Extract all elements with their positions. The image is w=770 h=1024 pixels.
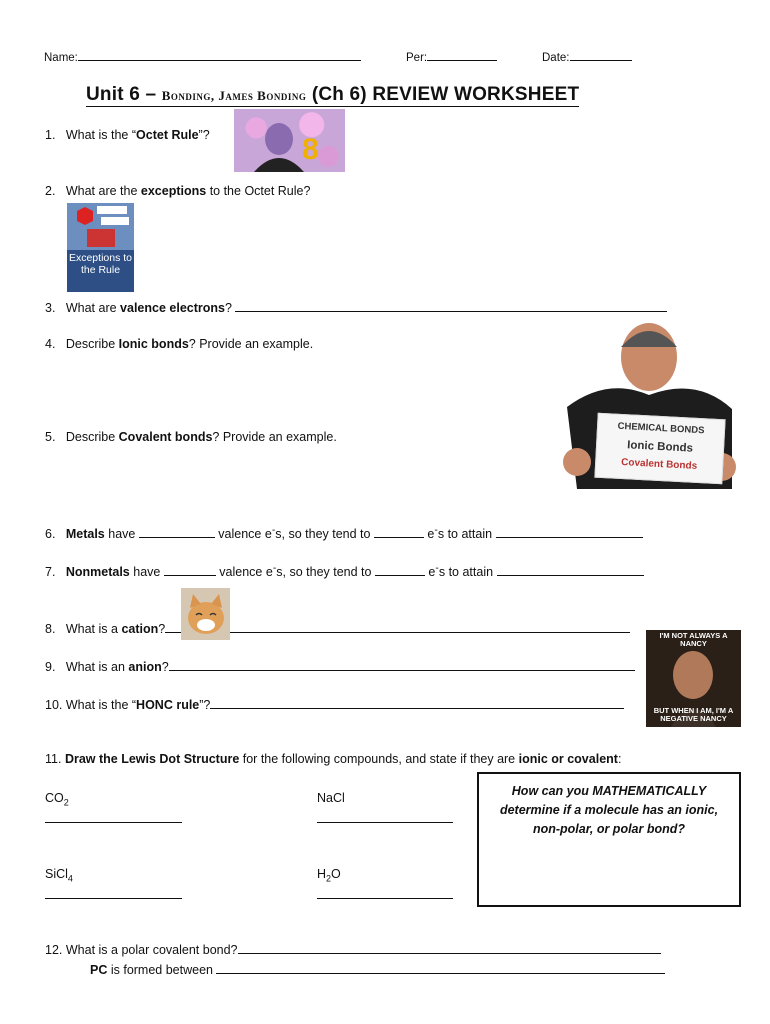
question-keyword: HONC rule xyxy=(136,698,200,712)
question-text: for the following compounds, and state if they are xyxy=(239,752,519,766)
question-keyword: Octet Rule xyxy=(136,128,199,142)
compound-label: H xyxy=(317,867,327,881)
question-text: s, so they tend to xyxy=(275,527,374,542)
question-text: ? xyxy=(158,622,166,636)
question-number: 5. xyxy=(45,430,56,444)
question-keyword: Metals xyxy=(65,527,105,542)
exceptions-image xyxy=(67,203,134,292)
question-number: 6. xyxy=(45,527,56,542)
question-keyword: ionic or covalent xyxy=(518,752,618,766)
question-keyword: PC xyxy=(90,963,108,977)
question-number: 4. xyxy=(45,337,56,351)
question-text: is formed between xyxy=(107,963,217,977)
question-keyword: Ionic bonds xyxy=(118,337,189,351)
question-12 xyxy=(45,941,661,957)
question-1 xyxy=(45,128,210,142)
question-text: have xyxy=(129,565,164,580)
question-text: s to attain xyxy=(437,527,496,542)
cat-icon xyxy=(181,588,230,640)
answer-blank[interactable] xyxy=(210,696,624,709)
question-text: valence e xyxy=(214,527,272,542)
question-text: ? Provide an example. xyxy=(188,337,314,351)
question-keyword: Nonmetals xyxy=(65,565,130,580)
count-muppet-icon xyxy=(234,109,345,172)
question-number: 3. xyxy=(45,301,56,315)
question-11 xyxy=(45,752,621,766)
question-text: What is a xyxy=(65,622,122,636)
polarity-question-box xyxy=(477,772,741,907)
answer-blank[interactable] xyxy=(169,658,635,671)
exceptions-caption: Exceptions to the Rule xyxy=(67,250,134,292)
date-label: Date: xyxy=(542,52,570,64)
answer-blank-nacl[interactable] xyxy=(317,810,453,826)
question-text: Describe xyxy=(65,337,119,351)
page-title xyxy=(86,84,579,107)
question-keyword: cation xyxy=(121,622,159,636)
answer-blank[interactable] xyxy=(374,525,424,538)
question-number: 8. xyxy=(45,622,56,636)
compound-label: O xyxy=(331,867,341,881)
question-6 xyxy=(45,525,643,541)
question-text: Describe xyxy=(65,430,119,444)
question-text: ? xyxy=(224,301,232,315)
chemical-bonds-image xyxy=(557,317,741,489)
sign-line-3: Covalent Bonds xyxy=(620,456,698,472)
question-text: e xyxy=(423,527,435,542)
box-line-2: determine if a molecule has an ionic, xyxy=(499,803,719,817)
question-number: 11. xyxy=(45,752,62,766)
per-blank[interactable] xyxy=(427,48,497,61)
answer-blank[interactable] xyxy=(497,563,644,576)
answer-blank[interactable] xyxy=(496,525,643,538)
name-field xyxy=(44,48,361,64)
answer-blank[interactable] xyxy=(164,563,216,576)
svg-text:8: 8 xyxy=(302,133,319,166)
question-8 xyxy=(45,620,630,636)
question-2 xyxy=(45,184,310,198)
answer-blank-sicl4[interactable] xyxy=(45,886,182,902)
question-text: to the Octet Rule? xyxy=(206,184,311,198)
answer-blank-co2[interactable] xyxy=(45,810,182,826)
period-field xyxy=(406,48,497,64)
box-line-3: non-polar, or polar bond? xyxy=(532,822,686,836)
question-text: : xyxy=(617,752,622,766)
bonds-sign xyxy=(594,413,725,485)
question-12-sub xyxy=(90,961,665,977)
answer-blank[interactable] xyxy=(165,620,630,633)
meme-top-text: I'M NOT ALWAYS A NANCY xyxy=(659,631,728,648)
question-text: ”? xyxy=(199,698,211,712)
name-label: Name: xyxy=(44,52,78,64)
question-10 xyxy=(45,696,624,712)
title-unit: Unit 6 – xyxy=(86,84,157,105)
date-blank[interactable] xyxy=(570,48,632,61)
question-text: What are xyxy=(65,301,121,315)
question-text: e xyxy=(424,565,436,580)
compound-h2o xyxy=(317,867,341,884)
negative-nancy-meme xyxy=(646,630,741,727)
answer-blank-h2o[interactable] xyxy=(317,886,453,902)
question-9 xyxy=(45,658,635,674)
question-text: ”? xyxy=(198,128,210,142)
question-text: valence e xyxy=(215,565,273,580)
question-keyword: valence electrons xyxy=(120,301,225,315)
compound-label: CO xyxy=(45,791,64,805)
answer-blank[interactable] xyxy=(216,961,665,974)
subscript: 4 xyxy=(67,873,73,884)
question-text: ? Provide an example. xyxy=(212,430,337,444)
question-text: s, so they tend to xyxy=(276,565,375,580)
question-text: s to attain xyxy=(438,565,497,580)
question-4 xyxy=(45,337,313,351)
answer-blank[interactable] xyxy=(235,299,667,312)
box-line-1: How can you MATHEMATICALLY xyxy=(511,784,707,798)
answer-blank[interactable] xyxy=(375,563,425,576)
question-number: 7. xyxy=(45,565,56,580)
per-label: Per: xyxy=(406,52,428,64)
question-keyword: Covalent bonds xyxy=(118,430,213,444)
question-keyword: exceptions xyxy=(140,184,207,198)
question-text: What is a polar covalent bond? xyxy=(65,943,238,957)
superscript: - xyxy=(435,563,439,574)
compound-co2 xyxy=(45,791,69,808)
subscript: 2 xyxy=(326,873,332,884)
name-blank[interactable] xyxy=(78,48,361,61)
title-theme: Bonding, James Bonding xyxy=(161,88,307,103)
superscript: - xyxy=(271,525,276,536)
sign-line-1: CHEMICAL BONDS xyxy=(617,420,705,437)
road-signs-icon xyxy=(67,203,134,253)
question-text: ? xyxy=(161,660,169,674)
question-number: 10. xyxy=(45,698,63,712)
question-number: 12. xyxy=(45,943,63,957)
superscript: - xyxy=(434,525,438,536)
question-number: 2. xyxy=(45,184,56,198)
count-muppet-image xyxy=(234,109,345,172)
title-suffix: (Ch 6) REVIEW WORKSHEET xyxy=(311,84,580,105)
question-keyword: anion xyxy=(128,660,162,674)
cat-image xyxy=(181,588,230,640)
question-text: What is the “ xyxy=(65,128,137,142)
answer-blank[interactable] xyxy=(238,941,661,954)
sign-line-2: Ionic Bonds xyxy=(626,439,694,455)
compound-sicl4 xyxy=(45,867,73,884)
question-3 xyxy=(45,299,667,315)
question-text: What is an xyxy=(65,660,129,674)
compound-label: NaCl xyxy=(317,791,345,805)
question-number: 9. xyxy=(45,660,56,674)
question-keyword: Draw the Lewis Dot Structure xyxy=(64,752,240,766)
question-5 xyxy=(45,430,337,444)
date-field xyxy=(542,48,632,64)
question-number: 1. xyxy=(45,128,56,142)
question-text: What are the xyxy=(65,184,141,198)
question-text: have xyxy=(104,527,139,542)
question-7 xyxy=(45,563,644,579)
meme-bottom-text: BUT WHEN I AM, I'M A NEGATIVE NANCY xyxy=(653,706,734,723)
question-text: What is the “ xyxy=(65,698,137,712)
compound-nacl xyxy=(317,791,345,805)
superscript: - xyxy=(272,563,277,574)
subscript: 2 xyxy=(63,797,69,808)
answer-blank[interactable] xyxy=(139,525,215,538)
compound-label: SiCl xyxy=(45,867,68,881)
